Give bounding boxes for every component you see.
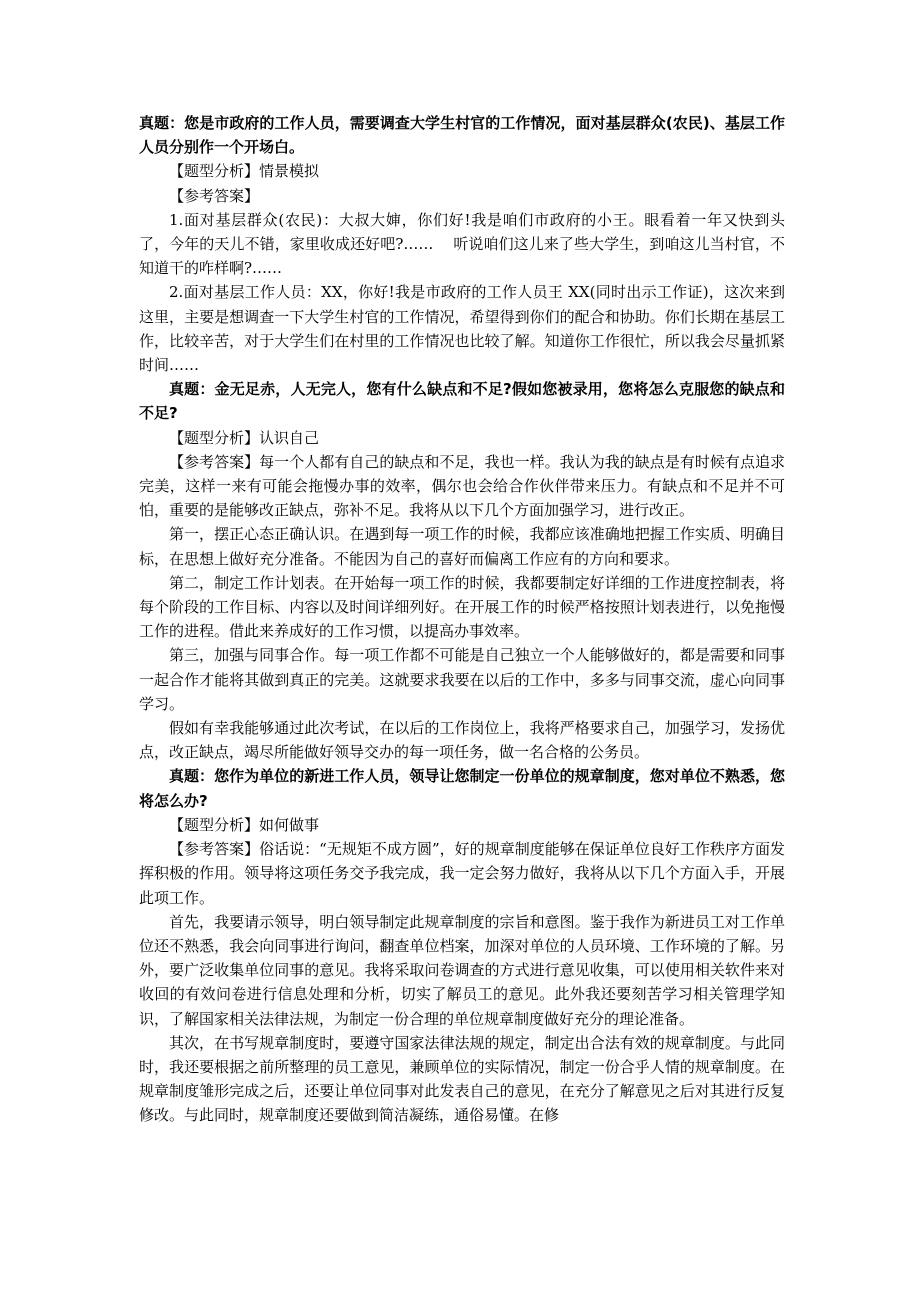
q2-point-1: 第一，摆正心态正确认识。在遇到每一项工作的时候，我都应该准确地把握工作实质、明确目标，在思想上做好充分准备。不能因为自己的喜好而偏离工作应有的方向和要求。: [139, 525, 785, 568]
q2-point-3: 第三，加强与同事合作。每一项工作都不可能是自己独立一个人能够做好的，都是需要和同事一起合作才能将其做到真正的完美。这就要求我要在以后的工作中，多多与同事交流，虚心向同事学习。: [139, 646, 785, 713]
q2-conclusion: 假如有幸我能够通过此次考试，在以后的工作岗位上，我将严格要求自己，加强学习，发扬优点，改正缺点，竭尽所能做好领导交办的每一项任务，做一名合格的公务员。: [139, 719, 785, 762]
q1-type-analysis: 【题型分析】情景模拟: [169, 162, 320, 181]
question-3-title: 真题：您作为单位的新进工作人员，领导让您制定一份单位的规章制度，您对单位不熟悉，您将怎么办?: [139, 767, 785, 810]
q1-answer-farmers: 1.面对基层群众(农民)：大叔大婶，你们好!我是咱们市政府的小王。眼看着一年又快到头了，今年的天儿不错，家里收成还好吧?…… 听说咱们这儿来了些大学生，到咱这儿当村官，不知道干的咋样啊?……: [139, 210, 785, 278]
q3-reference-answer: 【参考答案】俗话说：“无规矩不成方圆”，好的规章制度能够在保证单位良好工作秩序方面发挥积极的作用。领导将这项任务交予我完成，我一定会努力做好，我将从以下几个方面入手，开展此项工作。: [139, 840, 785, 907]
q3-point-second: 其次，在书写规章制度时，要遵守国家法律法规的规定，制定出合法有效的规章制度。与此同时，我还要根据之前所整理的员工意见，兼顾单位的实际情况，制定一份合乎人情的规章制度。在规章制度雏形完成之后，还要让单位同事对此发表自己的意见，在充分了解意见之后对其进行反复修改。与此同时，规章制度还要做到简洁凝练，通俗易懂。在修: [139, 1033, 785, 1125]
q2-reference-answer: 【参考答案】每一个人都有自己的缺点和不足，我也一样。我认为我的缺点是有时候有点追求完美，这样一来有可能会拖慢办事的效率，偶尔也会给合作伙伴带来压力。有缺点和不足并不可怕，重要的是能够改正缺点，弥补不足。我将从以下几个方面加强学习，进行改正。: [139, 452, 785, 520]
q2-type-analysis: 【题型分析】认识自己: [169, 428, 320, 447]
q1-answer-staff: 2.面对基层工作人员：XX，你好!我是市政府的工作人员王 XX(同时出示工作证)，这次来到这里，主要是想调查一下大学生村官的工作情况，希望得到你们的配合和协助。你们长期在基层工作，比较辛苦，对于大学生们在村里的工作情况也比较了解。知道你工作很忙，所以我会尽量抓紧时间……: [139, 283, 785, 375]
q3-type-analysis: 【题型分析】如何做事: [169, 815, 320, 834]
q1-reference-answer-heading: 【参考答案】: [169, 186, 260, 205]
question-2-title: 真题：金无足赤，人无完人，您有什么缺点和不足?假如您被录用，您将怎么克服您的缺点和不足?: [139, 380, 785, 423]
q2-point-2: 第二，制定工作计划表。在开始每一项工作的时候，我都要制定好详细的工作进度控制表，将每个阶段的工作目标、内容以及时间详细列好。在开展工作的时候严格按照计划表进行，以免拖慢工作的进程。借此来养成好的工作习惯，以提高办事效率。: [139, 573, 785, 641]
document-page: [139, 111, 785, 1128]
q3-point-first: 首先，我要请示领导，明白领导制定此规章制度的宗旨和意图。鉴于我作为新进员工对工作单位还不熟悉，我会向同事进行询问，翻查单位档案，加深对单位的人员环境、工作环境的了解。另外，要广泛收集单位同事的意见。我将采取问卷调查的方式进行意见收集，可以使用相关软件来对收回的有效问卷进行信息处理和分析，切实了解员工的意见。此外我还要刻苦学习相关管理学知识，了解国家相关法律法规，为制定一份合理的单位规章制度做好充分的理论准备。: [139, 912, 785, 1028]
question-1-title: 真题：您是市政府的工作人员，需要调查大学生村官的工作情况，面对基层群众(农民)、基层工作人员分别作一个开场白。: [139, 114, 785, 157]
